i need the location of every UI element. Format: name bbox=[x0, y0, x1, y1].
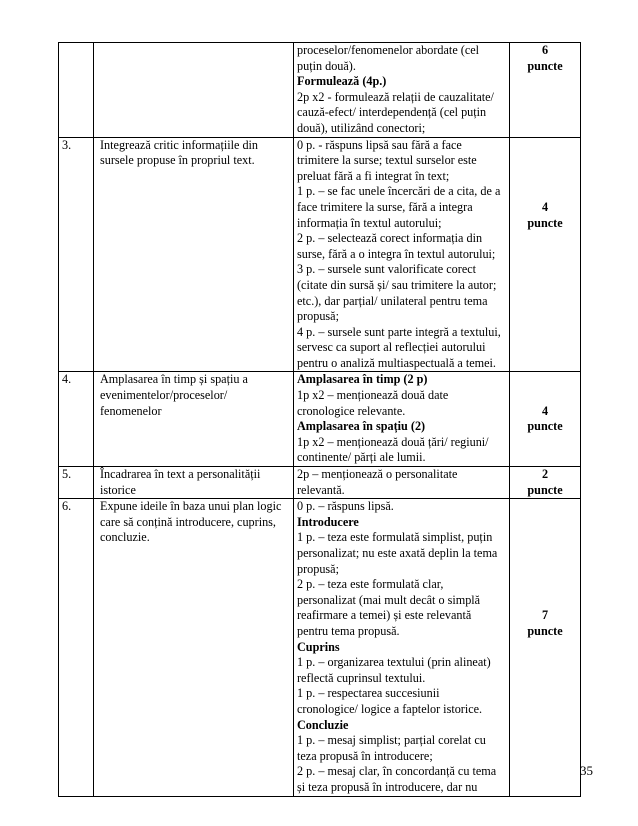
descriptor-line: relevantă. bbox=[297, 482, 345, 497]
page-number: 35 bbox=[580, 763, 593, 778]
descriptor-heading: Amplasarea în spațiu (2) bbox=[297, 419, 426, 434]
item-number bbox=[59, 43, 94, 138]
item-number bbox=[59, 137, 94, 372]
descriptor-line: 2 p. – selectează corect informația din bbox=[297, 231, 483, 246]
criterion-line: istorice bbox=[100, 482, 136, 497]
descriptor-line: continente/ părți ale lumii. bbox=[297, 450, 426, 465]
points-value: 4 bbox=[541, 199, 549, 214]
criterion-line: care să conțină introducere, cuprins, bbox=[100, 514, 276, 529]
rubric-row bbox=[59, 499, 581, 796]
descriptor-heading: Cuprins bbox=[297, 639, 340, 654]
criterion-line: Amplasarea în timp și spațiu a bbox=[100, 372, 248, 387]
points-value: 7 bbox=[541, 608, 549, 623]
criterion-cell bbox=[94, 467, 294, 499]
descriptor-line: personalizat; nu este axată deplin la tema bbox=[297, 546, 498, 560]
descriptor-line: 1 p. – organizarea textului (prin alineat) bbox=[297, 655, 491, 670]
descriptor-line: servesc ca suport al reflecției autorului bbox=[297, 340, 486, 355]
criterion-line: Expune ideile în baza unui plan logic bbox=[100, 499, 282, 514]
descriptor-heading: Formulează (4p.) bbox=[297, 74, 387, 89]
descriptor-line: 1p x2 – menționează două țări/ regiuni/ bbox=[297, 434, 489, 449]
descriptor-line: teza propusă în introducere; bbox=[297, 748, 433, 763]
descriptor-line: reflectă cuprinsul textului. bbox=[297, 670, 426, 685]
item-number bbox=[59, 372, 94, 467]
points-unit: puncte bbox=[527, 624, 563, 638]
rubric-row bbox=[59, 467, 581, 499]
points-unit: puncte bbox=[527, 215, 563, 230]
criterion-line: fenomenelor bbox=[100, 403, 162, 418]
descriptor-line: propusă; bbox=[297, 561, 339, 576]
descriptor-cell bbox=[294, 467, 510, 499]
descriptor-line: 1 p. – se fac unele încercări de a cita, de a bbox=[297, 184, 501, 199]
criterion-line: evenimentelor/proceselor/ bbox=[100, 388, 228, 403]
points-unit: puncte bbox=[527, 58, 563, 73]
item-number-text: 4. bbox=[62, 372, 72, 387]
descriptor-cell bbox=[294, 499, 510, 796]
points-unit: puncte bbox=[527, 482, 563, 497]
descriptor-line: preluat fără a fi integrat în text; bbox=[297, 168, 450, 183]
descriptor-line: personalizat (mai mult decât o simplă bbox=[297, 592, 481, 607]
descriptor-line: propusă; bbox=[297, 309, 339, 324]
points-cell bbox=[510, 467, 581, 499]
descriptor-line: 0 p. – răspuns lipsă. bbox=[297, 499, 394, 514]
criterion-line: Încadrarea în text a personalității bbox=[100, 467, 261, 482]
scoring-rubric-table bbox=[58, 42, 581, 797]
criterion-cell bbox=[94, 372, 294, 467]
descriptor-heading: Concluzie bbox=[297, 717, 349, 732]
item-number-text: 6. bbox=[62, 499, 72, 514]
descriptor-line: 2 p. – teza este formulată clar, bbox=[297, 577, 444, 592]
descriptor-line: 2p – menționează o personalitate bbox=[297, 467, 458, 482]
descriptor-line: 2 p. – mesaj clar, în concordanță cu tema bbox=[297, 764, 497, 779]
descriptor-heading: Introducere bbox=[297, 514, 359, 529]
descriptor-line: 2p x2 - formulează relații de cauzalitate/ bbox=[297, 89, 494, 104]
descriptor-line: pentru tema propusă. bbox=[297, 623, 400, 638]
descriptor-line: 1 p. – mesaj simplist; parțial corelat cu bbox=[297, 733, 486, 748]
item-number bbox=[59, 467, 94, 499]
descriptor-cell bbox=[294, 372, 510, 467]
descriptor-line: 1 p. – teza este formulată simplist, puțin bbox=[297, 530, 493, 545]
descriptor-line: 1p x2 – menționează două date bbox=[297, 388, 449, 403]
descriptor-line: face trimitere la surse, fără a integra bbox=[297, 199, 473, 214]
descriptor-line: puțin două). bbox=[297, 58, 356, 73]
criterion-cell bbox=[94, 43, 294, 138]
descriptor-line: 0 p. - răspuns lipsă sau fără a face bbox=[297, 137, 462, 152]
descriptor-line: proceselor/fenomenelor abordate (cel bbox=[297, 43, 480, 57]
rubric-row bbox=[59, 137, 581, 372]
criterion-line: concluzie. bbox=[100, 530, 150, 545]
descriptor-line: cauză-efect/ interdependență (cel puțin bbox=[297, 105, 487, 120]
points-value: 4 bbox=[541, 403, 549, 418]
item-number-text: 3. bbox=[62, 137, 72, 152]
rubric-row bbox=[59, 372, 581, 467]
points-cell bbox=[510, 43, 581, 138]
criterion-cell bbox=[94, 499, 294, 796]
descriptor-cell bbox=[294, 43, 510, 138]
criterion-cell bbox=[94, 137, 294, 372]
descriptor-cell bbox=[294, 137, 510, 372]
criterion-line: sursele propuse în propriul text. bbox=[100, 153, 255, 168]
points-cell bbox=[510, 499, 581, 796]
points-value: 6 bbox=[541, 43, 549, 57]
criterion-line: Integrează critic informațiile din bbox=[100, 137, 259, 152]
descriptor-heading: Amplasarea în timp (2 p) bbox=[297, 372, 428, 387]
descriptor-line: surse, fără a o integra în textul autorului; bbox=[297, 246, 496, 261]
descriptor-line: 1 p. – respectarea succesiunii bbox=[297, 686, 440, 701]
descriptor-line: (citate din sursă și/ sau trimitere la autor; bbox=[297, 277, 497, 292]
descriptor-line: 3 p. – sursele sunt valorificate corect bbox=[297, 262, 477, 277]
descriptor-line: 4 p. – sursele sunt parte integră a textului, bbox=[297, 324, 501, 339]
descriptor-line: etc.), dar parțial/ unilateral pentru tema bbox=[297, 293, 488, 308]
rubric-body bbox=[59, 43, 581, 797]
points-cell bbox=[510, 372, 581, 467]
descriptor-line: reafirmare a temei) și este relevantă bbox=[297, 608, 472, 623]
points-value: 2 bbox=[541, 467, 549, 482]
descriptor-line: informația în textul autorului; bbox=[297, 215, 442, 230]
descriptor-line: cronologice relevante. bbox=[297, 403, 406, 418]
descriptor-line: două), utilizând conectori; bbox=[297, 120, 426, 135]
points-unit: puncte bbox=[527, 419, 563, 434]
rubric-row bbox=[59, 43, 581, 138]
descriptor-line: cronologice/ logice a faptelor istorice. bbox=[297, 701, 483, 716]
descriptor-line: trimitere la surse; textul surselor este bbox=[297, 153, 477, 168]
descriptor-line: pentru o analiză multiaspectuală a temei. bbox=[297, 355, 496, 370]
item-number bbox=[59, 499, 94, 796]
points-cell bbox=[510, 137, 581, 372]
descriptor-line: și teza propusă în introducere, dar nu bbox=[297, 779, 478, 794]
item-number-text: 5. bbox=[62, 467, 72, 482]
